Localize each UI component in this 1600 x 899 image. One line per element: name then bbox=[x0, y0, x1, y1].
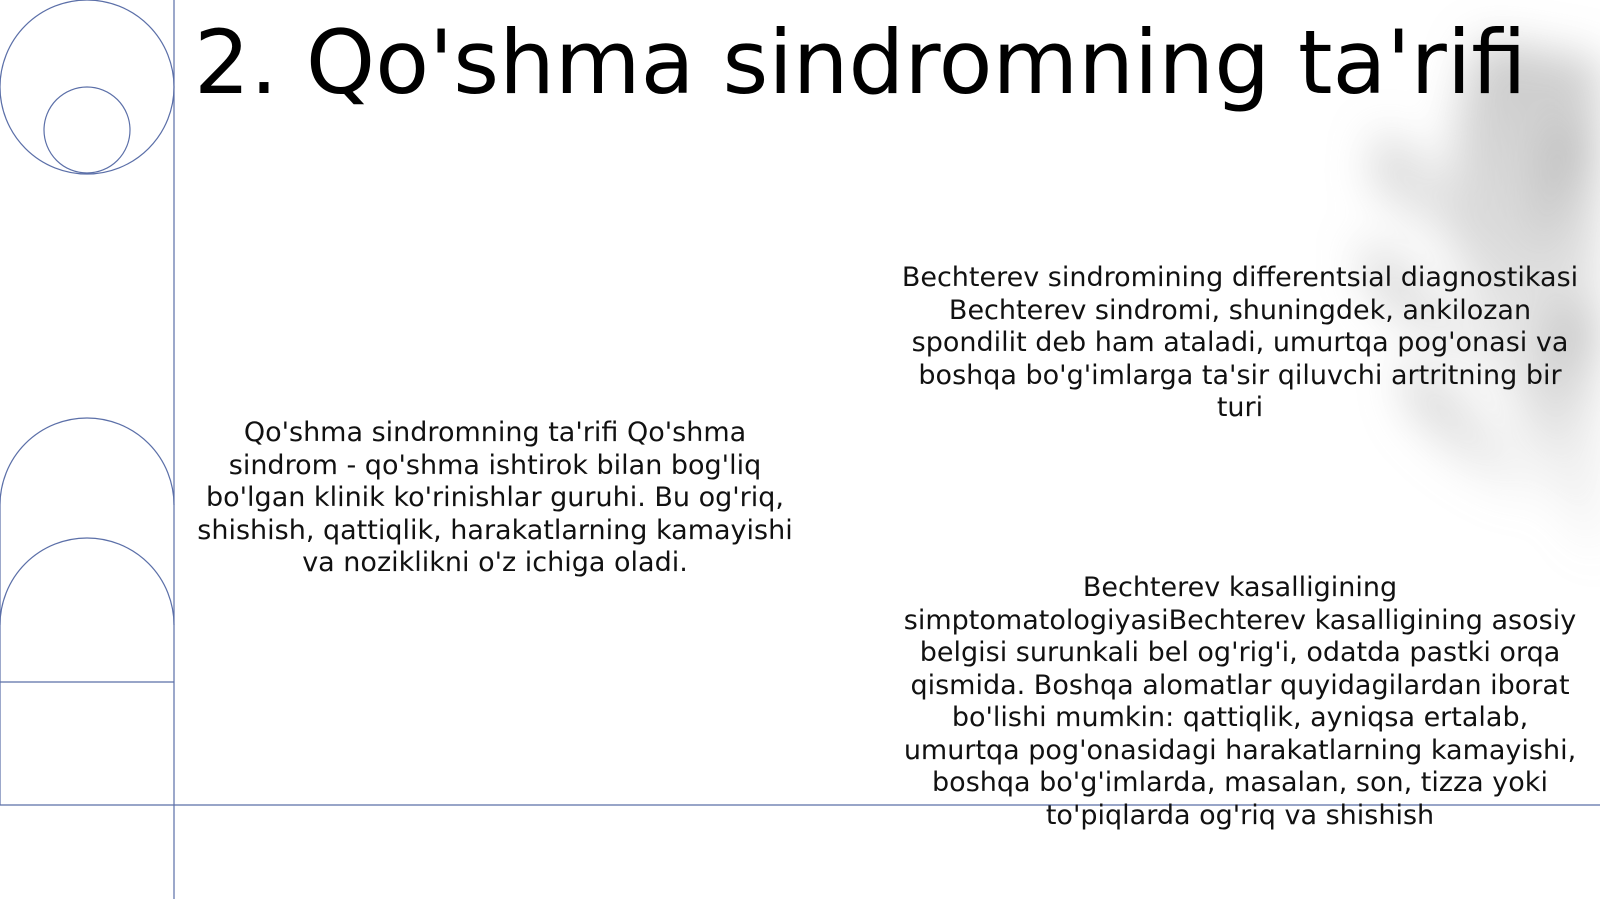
definition-text: Qo'shma sindromning ta'rifi Qo'shma sindrom - qo'shma ishtirok bilan bog'liq bo'lgan klinik ko'rinishlar guruhi. Bu og'riq, shishish, qattiqlik, harakatlarning kamayishi va noziklikni o'z ichiga oladi. bbox=[197, 417, 793, 578]
symptoms-text: Bechterev kasalligining simptomatologiyasiBechterev kasalligining asosiy belgisi surunkali bel og'rig'i, odatda pastki orqa qismida. Boshqa alomatlar quyidagilardan iborat bo'lishi mumkin: qattiqlik, ayniqsa ertalab, umurtqa pog'onasidagi harakatlarning kamayishi, boshqa bo'g'imlarda, masalan, son, tizza yoki to'piqlarda og'riq va shishish bbox=[903, 572, 1577, 831]
upper-arch bbox=[0, 418, 174, 505]
differential-diagnosis-text: Bechterev sindromining differentsial diagnostikasi Bechterev sindromi, shuningdek, ankilozan spondilit deb ham ataladi, umurtqa pog'onasi va boshqa bo'g'imlarga ta'sir qiluvchi artritning bir turi bbox=[901, 262, 1579, 423]
slide-title: 2. Qo'shma sindromning ta'rifi bbox=[194, 11, 1527, 114]
top-small-circle bbox=[44, 87, 130, 173]
lower-arch bbox=[0, 538, 174, 625]
